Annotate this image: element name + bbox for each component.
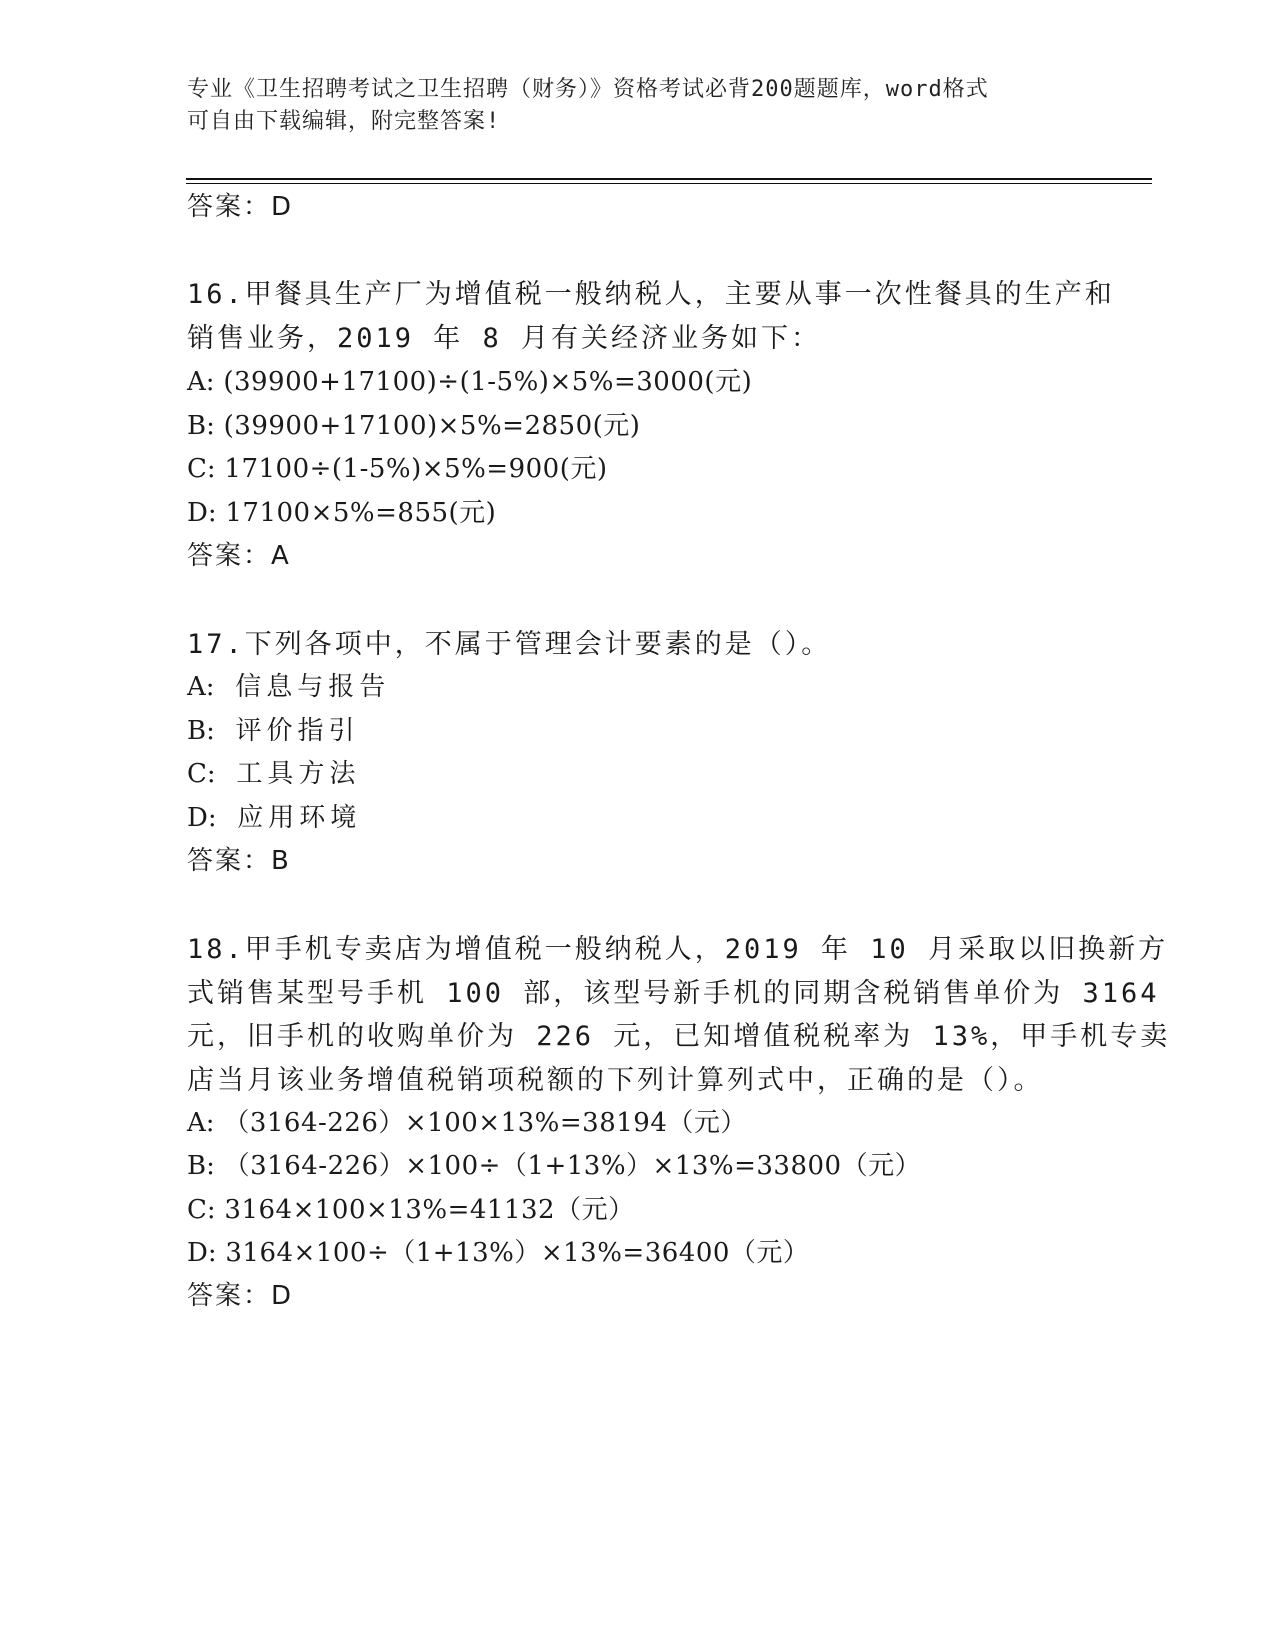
- previous-answer: 答案：D: [187, 192, 294, 222]
- question-stem-line: 17.下列各项中，不属于管理会计要素的是（）。: [187, 629, 832, 660]
- option-d: [187, 492, 496, 529]
- question-stem-line: 店当月该业务增值税销项税额的下列计算列式中，正确的是（）。: [187, 1065, 1044, 1096]
- option-text: 信息与报告: [235, 672, 391, 702]
- option-label: A:: [187, 672, 215, 702]
- option-label: C:: [187, 759, 216, 789]
- option-label: B:: [187, 411, 215, 441]
- option-text: 3164×100×13%=41132（元）: [224, 1195, 635, 1225]
- option-text: 评价指引: [235, 716, 360, 746]
- option-label: D:: [187, 498, 217, 528]
- answer-line: 答案：A: [187, 541, 291, 571]
- option-text: (39900+17100)÷(1-5%)×5%=3000(元): [223, 367, 753, 397]
- option-c: [187, 753, 360, 790]
- option-a: [187, 1102, 747, 1139]
- header-rule-thin: [186, 183, 1152, 184]
- header-line-1: 专业《卫生招聘考试之卫生招聘（财务）》资格考试必背200题题库，word格式: [187, 77, 989, 102]
- option-b: [187, 710, 360, 747]
- option-d: [187, 1232, 809, 1269]
- question-stem-line: 元，旧手机的收购单价为 226 元，已知增值税税率为 13%，甲手机专卖: [187, 1021, 1171, 1052]
- option-text: （3164-226）×100÷（1+13%）×13%=33800（元）: [223, 1151, 922, 1181]
- option-text: 3164×100÷（1+13%）×13%=36400（元）: [225, 1238, 810, 1268]
- option-text: 应用环境: [237, 803, 362, 833]
- page-header: [187, 74, 1087, 138]
- option-b: [187, 405, 640, 442]
- question-stem-line: 式销售某型号手机 100 部，该型号新手机的同期含税销售单价为 3164: [187, 978, 1160, 1009]
- option-a: [187, 666, 390, 703]
- option-text: 17100÷(1-5%)×5%=900(元): [224, 454, 608, 484]
- option-c: [187, 1189, 635, 1226]
- question-stem-line: 16.甲餐具生产厂为增值税一般纳税人，主要从事一次性餐具的生产和: [187, 279, 1115, 310]
- option-c: [187, 448, 608, 485]
- question-stem-line: 销售业务，2019 年 8 月有关经济业务如下：: [187, 323, 822, 354]
- option-text: (39900+17100)×5%=2850(元): [223, 411, 641, 441]
- option-label: C:: [187, 454, 216, 484]
- option-label: C:: [187, 1195, 216, 1225]
- answer-line: 答案：B: [187, 846, 291, 876]
- option-d: [187, 797, 361, 834]
- question-stem-line: 18.甲手机专卖店为增值税一般纳税人，2019 年 10 月采取以旧换新方: [187, 934, 1169, 965]
- header-line-2: 可自由下载编辑，附完整答案!: [187, 109, 501, 134]
- option-label: D:: [187, 803, 217, 833]
- option-label: B:: [187, 1151, 215, 1181]
- option-label: A:: [187, 1108, 215, 1138]
- option-b: [187, 1145, 921, 1182]
- option-label: A:: [187, 367, 215, 397]
- header-rule-thick: [186, 178, 1152, 180]
- option-text: （3164-226）×100×13%=38194（元）: [223, 1108, 747, 1138]
- option-label: B:: [187, 716, 215, 746]
- option-a: [187, 361, 752, 398]
- option-text: 工具方法: [236, 759, 361, 789]
- answer-line: 答案：D: [187, 1281, 294, 1311]
- option-text: 17100×5%=855(元): [225, 498, 497, 528]
- option-label: D:: [187, 1238, 217, 1268]
